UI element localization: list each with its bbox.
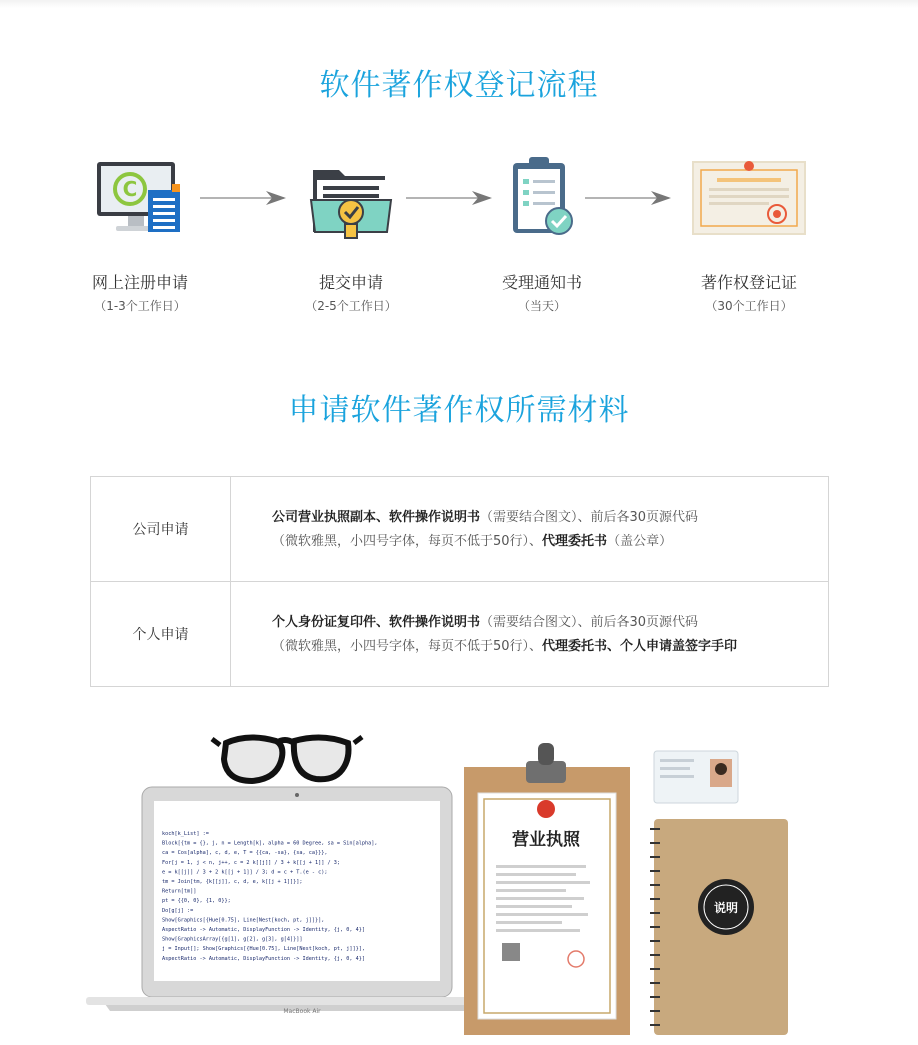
folder-check-icon <box>309 160 393 246</box>
id-card-icon <box>654 751 738 803</box>
code-line: ca = Cos[alpha], c, d, e, T = {{ca, -sa}, {sa, ca}}}, <box>162 850 328 857</box>
row-content <box>272 506 812 554</box>
step-name: 受理通知书 <box>501 273 582 292</box>
table-row-company <box>91 477 828 582</box>
arrow-icon <box>406 190 500 206</box>
notebook-icon <box>650 819 788 1035</box>
clipboard-check-icon <box>507 155 577 243</box>
row-content <box>272 611 812 659</box>
material-bold: 公司营业执照副本、软件操作说明书 <box>272 510 481 525</box>
row-label: 公司申请 <box>91 477 231 581</box>
arrow-icon <box>585 190 679 206</box>
top-shadow <box>0 0 918 8</box>
code-line: Show[GraphicsArray[{g[1], g[2], g[3], g[4]}]] <box>162 936 303 943</box>
code-line: AspectRatio -> Automatic, DisplayFunction -> Identity, {j, 0, 4}] <box>162 927 366 933</box>
arrow-icon <box>200 190 294 206</box>
business-license-clipboard <box>464 743 630 1035</box>
laptop-brand: MacBook Air <box>283 1008 321 1015</box>
code-line: j = Input[]; Show[Graphics[{Hue[0.75], Line[Nest[koch, pt, j]]}], <box>162 946 366 953</box>
table-row-personal <box>91 582 828 686</box>
code-line: koch[k_List] := <box>162 831 209 837</box>
step-name: 著作权登记证 <box>700 273 797 292</box>
glasses-icon <box>212 737 362 781</box>
step-duration: （30个工作日） <box>705 299 793 313</box>
code-line: Do[g[j] := <box>162 907 194 914</box>
code-line: e = k[[j]] / 3 + 2 k[[j + 1]] / 3; d = c + T.(e - c); <box>162 869 328 876</box>
material-bold: 代理委托书、个人申请盖签字手印 <box>542 639 738 654</box>
license-title: 营业执照 <box>512 830 580 850</box>
material-text: （微软雅黑，小四号字体，每页不低于50行）、 <box>272 639 543 654</box>
process-title: 软件著作权登记流程 <box>319 68 599 103</box>
materials-illustration <box>80 715 840 1035</box>
materials-table <box>90 476 829 687</box>
material-text: （需要结合图文）、前后各30页源代码 <box>480 510 699 525</box>
code-line: Show[Graphics[{Hue[0.75], Line[Nest[koch, pt, j]]}], <box>162 917 325 924</box>
step-duration: （2-5个工作日） <box>305 299 397 313</box>
code-line: AspectRatio -> Automatic, DisplayFunction -> Identity, {j, 0, 4}] <box>162 955 366 962</box>
step-duration: （当天） <box>517 299 566 313</box>
step-name: 提交申请 <box>318 273 383 292</box>
materials-title: 申请软件著作权所需材料 <box>288 393 630 428</box>
step-duration: （1-3个工作日） <box>94 299 186 313</box>
code-line: Block[{tm = {}, j, n = Length[k], alpha = 60 Degree, sa = Sin[alpha], <box>162 840 378 847</box>
material-bold: 代理委托书 <box>542 534 608 549</box>
code-line: pt = {{0, 0}, {1, 0}}; <box>162 898 231 905</box>
code-line: For[j = 1, j < n, j++, c = 2 k[[j]] / 3 + k[[j + 1]] / 3; <box>162 859 341 866</box>
code-line: tm = Join[tm, {k[[j]], c, d, e, k[[j + 1]]}]; <box>162 879 303 885</box>
material-text: （需要结合图文）、前后各30页源代码 <box>480 615 699 630</box>
material-text: （盖公章） <box>607 534 673 549</box>
computer-copyright-icon <box>92 160 188 244</box>
material-text: （微软雅黑，小四号字体，每页不低于50行）、 <box>272 534 543 549</box>
svg-text:C: C <box>122 177 138 201</box>
step-name: 网上注册申请 <box>91 273 188 292</box>
notebook-label: 说明 <box>713 901 739 915</box>
material-bold: 个人身份证复印件、软件操作说明书 <box>272 615 481 630</box>
certificate-icon <box>691 160 807 240</box>
code-line: Return[tm]] <box>162 888 197 895</box>
laptop-icon <box>86 787 526 1015</box>
row-label: 个人申请 <box>91 582 231 686</box>
